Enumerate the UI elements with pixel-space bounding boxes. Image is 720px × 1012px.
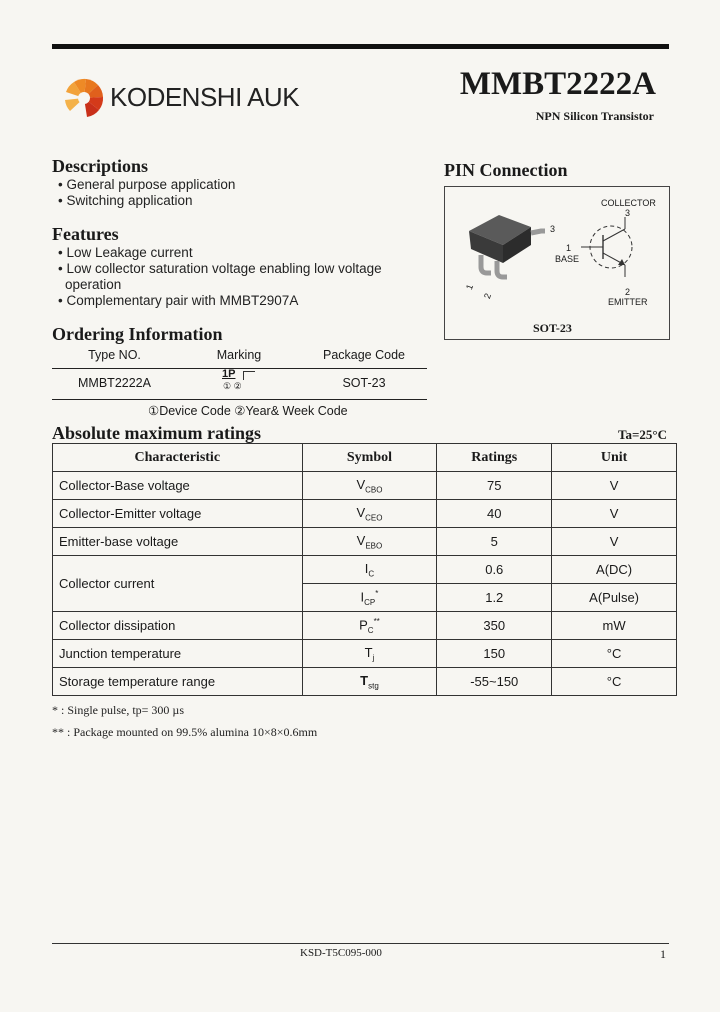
package-pin1-number: 1: [463, 282, 476, 292]
marking-box-icon: [243, 371, 255, 380]
list-item-continuation: operation: [65, 277, 122, 292]
header-unit: Unit: [552, 444, 677, 472]
rating-cell: -55~150: [437, 668, 552, 696]
collector-pin-number: 3: [625, 208, 631, 218]
symbol-cell: $V_{CEO}$: [302, 500, 437, 528]
footnote-package-mount: ** : Package mounted on 99.5% alumina 10×8×0.6mm: [52, 725, 318, 739]
characteristic-cell: Emitter-base voltage: [53, 528, 303, 556]
rating-cell: 40: [437, 500, 552, 528]
symbol-cell: $I_{CP}^*$: [302, 584, 437, 612]
collector-label: COLLECTOR: [601, 198, 656, 208]
base-label: BASE: [555, 254, 580, 264]
ratings-table: [52, 443, 677, 696]
rating-cell: 5: [437, 528, 552, 556]
descriptions-heading: Descriptions: [52, 156, 148, 176]
symbol-cell: $P_C^{**}$: [302, 612, 437, 640]
package-pin3-number: 3: [550, 224, 556, 234]
unit-cell: mW: [552, 612, 677, 640]
footnote-single-pulse: * : Single pulse, tp= 300 µs: [52, 703, 185, 717]
symbol-cell: $T_j$: [302, 640, 437, 668]
table-header-row: [53, 444, 677, 472]
header-characteristic: Characteristic: [53, 444, 303, 472]
part-subtitle: NPN Silicon Transistor: [535, 109, 654, 123]
unit-cell: A(DC): [552, 556, 677, 584]
characteristic-cell: Collector-Emitter voltage: [53, 500, 303, 528]
ordering-header-marking: Marking: [216, 348, 262, 362]
rating-cell: 0.6: [437, 556, 552, 584]
characteristic-cell: Collector current: [53, 556, 303, 612]
ratings-condition: Ta=25°C: [618, 427, 667, 442]
marking-diagram: [222, 368, 262, 396]
ratings-heading: Absolute maximum ratings: [52, 423, 262, 443]
features-heading: Features: [52, 224, 119, 244]
rating-cell: 350: [437, 612, 552, 640]
unit-cell: V: [552, 472, 677, 500]
table-row: [53, 668, 677, 696]
pin-connection-heading: PIN Connection: [444, 160, 568, 180]
rating-cell: 75: [437, 472, 552, 500]
unit-cell: V: [552, 500, 677, 528]
ordering-type-value: MMBT2222A: [78, 376, 151, 390]
list-item: • Switching application: [58, 193, 193, 208]
kodenshi-logo-icon: [64, 78, 108, 118]
header-symbol: Symbol: [302, 444, 437, 472]
part-number: MMBT2222A: [459, 66, 656, 102]
table-row: [53, 528, 677, 556]
table-row: [53, 500, 677, 528]
table-row: [53, 612, 677, 640]
marking-code: 1P: [222, 368, 236, 380]
header-ratings: Ratings: [437, 444, 552, 472]
package-pin2-number: 2: [481, 291, 494, 301]
document-code: KSD-T5C095-000: [300, 947, 382, 959]
rating-cell: 150: [437, 640, 552, 668]
pin-diagram-box: [444, 186, 670, 340]
ordering-heading: Ordering Information: [52, 324, 223, 344]
rating-cell: 1.2: [437, 584, 552, 612]
package-name: SOT-23: [533, 321, 572, 335]
unit-cell: V: [552, 528, 677, 556]
list-item: • General purpose application: [58, 177, 236, 192]
unit-cell: °C: [552, 668, 677, 696]
symbol-cell: $T_{stg}$: [302, 668, 437, 696]
symbol-cell: $V_{EBO}$: [302, 528, 437, 556]
characteristic-cell: Collector-Base voltage: [53, 472, 303, 500]
page-number: 1: [660, 947, 666, 961]
characteristic-cell: Storage temperature range: [53, 668, 303, 696]
emitter-label: EMITTER: [608, 297, 648, 307]
top-rule: [52, 44, 669, 49]
table-row: [53, 640, 677, 668]
characteristic-cell: Collector dissipation: [53, 612, 303, 640]
list-item: • Low Leakage current: [58, 245, 193, 260]
symbol-cell: $I_C$: [302, 556, 437, 584]
unit-cell: A(Pulse): [552, 584, 677, 612]
marking-positions: ① ②: [223, 381, 242, 391]
bottom-rule: [52, 943, 669, 944]
list-item: • Low collector saturation voltage enabling low voltage: [58, 261, 382, 276]
symbol-cell: $V_{CBO}$: [302, 472, 437, 500]
base-pin-number: 1: [566, 243, 572, 253]
ordering-bottom-rule: [52, 399, 427, 400]
ordering-package-value: SOT-23: [342, 376, 386, 390]
emitter-pin-number: 2: [625, 287, 631, 297]
ordering-header-type: Type NO.: [88, 348, 141, 362]
table-row: [53, 472, 677, 500]
ordering-legend: ①Device Code ②Year& Week Code: [148, 404, 348, 418]
company-name: KODENSHI AUK: [110, 82, 300, 112]
ordering-header-package: Package Code: [322, 348, 405, 362]
table-row: [53, 556, 677, 584]
characteristic-cell: Junction temperature: [53, 640, 303, 668]
list-item: • Complementary pair with MMBT2907A: [58, 293, 299, 308]
unit-cell: °C: [552, 640, 677, 668]
